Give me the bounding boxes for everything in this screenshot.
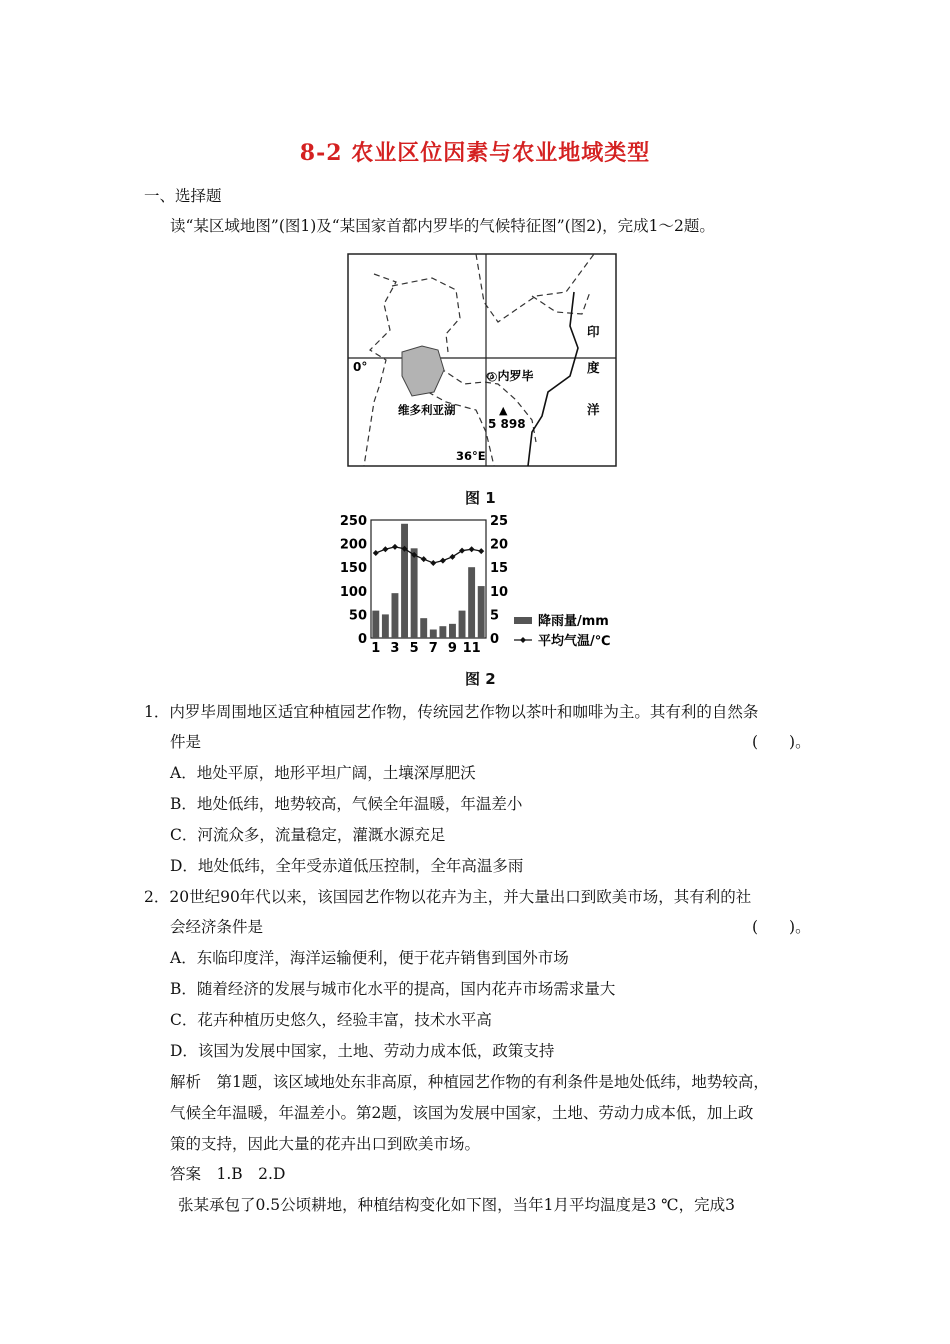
q1-option-d: D．地处低纬，全年受赤道低压控制，全年高温多雨 xyxy=(170,857,524,875)
y-left-tick-label: 250 xyxy=(339,514,367,529)
precipitation-bar xyxy=(430,630,437,638)
y-left-tick-label: 100 xyxy=(339,584,367,600)
q2-option-b: B．随着经济的发展与城市化水平的提高，国内花卉市场需求量大 xyxy=(170,980,616,998)
temperature-point xyxy=(421,556,427,562)
q1-answer-bracket: ( )。 xyxy=(752,733,811,751)
y-right-tick-label: 15 xyxy=(490,561,509,577)
x-tick-label: 3 xyxy=(390,641,400,656)
page-title: 8-2 农业区位因素与农业地域类型 xyxy=(299,140,651,166)
y-right-tick-label: 10 xyxy=(490,584,509,600)
analysis-line-3: 策的支持，因此大量的花卉出口到欧美市场。 xyxy=(170,1135,481,1153)
temperature-point xyxy=(392,544,398,550)
precipitation-bar xyxy=(382,614,389,638)
next-question-intro: 张某承包了0.5公顷耕地，种植结构变化如下图，当年1月平均温度是3 ℃，完成3 xyxy=(178,1196,736,1214)
figure-1-caption: 图 1 xyxy=(465,489,496,507)
y-left-tick-label: 50 xyxy=(348,608,367,624)
ocean-label-1: 印 xyxy=(587,324,600,339)
q2-option-d: D．该国为发展中国家，土地、劳动力成本低，政策支持 xyxy=(170,1042,555,1060)
temperature-point xyxy=(440,558,446,564)
precipitation-bar xyxy=(449,624,456,638)
ocean-label-2: 度 xyxy=(587,360,600,375)
figure-2-caption: 图 2 xyxy=(465,670,496,688)
temperature-point xyxy=(382,546,388,552)
legend-marker-temperature xyxy=(520,637,526,643)
ocean-label-3: 洋 xyxy=(587,402,600,417)
peak-elevation-label: 5 898 xyxy=(488,417,526,431)
precipitation-bar xyxy=(420,618,427,638)
border-line xyxy=(364,274,396,466)
precipitation-bar xyxy=(439,626,446,638)
y-left-tick-label: 150 xyxy=(339,561,367,577)
equator-label: 0° xyxy=(353,360,368,374)
q1-option-c: C．河流众多，流量稳定，灌溉水源充足 xyxy=(170,826,446,844)
victoria-lake xyxy=(402,346,444,396)
question-intro: 读“某区域地图”(图1)及“某国家首都内罗毕的气候特征图”(图2)，完成1～2题。 xyxy=(170,217,715,235)
q2-option-c: C．花卉种植历史悠久，经验丰富，技术水平高 xyxy=(170,1011,492,1029)
x-tick-label: 9 xyxy=(447,641,457,656)
precipitation-bar xyxy=(411,548,418,638)
precipitation-bar xyxy=(401,524,408,638)
x-tick-label: 1 xyxy=(371,641,381,656)
temperature-point xyxy=(373,550,379,556)
q2-answer-bracket: ( )。 xyxy=(752,918,811,936)
q2-stem-line-1: 2．20世纪90年代以来，该国园艺作物以花卉为主，并大量出口到欧美市场，其有利的社 xyxy=(144,888,752,906)
precipitation-bar xyxy=(392,593,399,638)
answer-line: 答案 1.B 2.D xyxy=(170,1165,286,1183)
lake-label: 维多利亚湖 xyxy=(398,403,456,417)
q1-option-b: B．地处低纬，地势较高，气候全年温暖，年温差小 xyxy=(170,795,523,813)
city-label: ◎内罗毕 xyxy=(487,369,534,383)
y-left-tick-label: 200 xyxy=(339,537,367,553)
y-right-tick-label: 20 xyxy=(490,537,509,553)
precipitation-bar xyxy=(468,567,475,638)
y-left-tick-label: 0 xyxy=(357,632,367,647)
border-line xyxy=(476,254,594,322)
temperature-line xyxy=(376,547,481,563)
precipitation-bar xyxy=(478,586,485,638)
longitude-label: 36°E xyxy=(456,449,486,463)
x-tick-label: 7 xyxy=(428,641,438,656)
y-right-tick-label: 25 xyxy=(490,514,509,529)
legend-swatch-precipitation xyxy=(514,617,532,624)
legend-label-temperature: 平均气温/℃ xyxy=(538,634,611,649)
temperature-point xyxy=(478,548,484,554)
climate-chart xyxy=(338,510,638,656)
temperature-point xyxy=(430,560,436,566)
y-right-tick-label: 0 xyxy=(490,632,500,647)
q1-stem-line-2: 件是 xyxy=(170,733,202,751)
temperature-point xyxy=(469,546,475,552)
y-right-tick-label: 5 xyxy=(490,608,500,624)
analysis-line-2: 气候全年温暖，年温差小。第2题，该国为发展中国家，土地、劳动力成本低，加上政 xyxy=(170,1104,754,1122)
x-tick-label: 11 xyxy=(462,641,481,656)
q1-stem-line-1: 1．内罗毕周围地区适宜种植园艺作物，传统园艺作物以茶叶和咖啡为主。其有利的自然条 xyxy=(144,703,759,721)
map-frame xyxy=(348,254,616,466)
q2-option-a: A．东临印度洋，海洋运输便利，便于花卉销售到国外市场 xyxy=(170,949,569,967)
border-line xyxy=(392,278,460,352)
x-tick-label: 5 xyxy=(409,641,419,656)
analysis-line-1: 解析 第1题，该区域地处东非高原，种植园艺作物的有利条件是地处低纬，地势较高， xyxy=(170,1073,769,1091)
region-map xyxy=(346,252,618,468)
q2-stem-line-2: 会经济条件是 xyxy=(170,918,264,936)
precipitation-bar xyxy=(459,611,466,638)
section-heading: 一、选择题 xyxy=(144,187,222,205)
q1-option-a: A．地处平原，地形平坦广阔，土壤深厚肥沃 xyxy=(170,764,476,782)
legend-label-precipitation: 降雨量/mm xyxy=(538,614,609,629)
precipitation-bar xyxy=(372,611,379,638)
peak-icon: ▲ xyxy=(499,404,508,417)
